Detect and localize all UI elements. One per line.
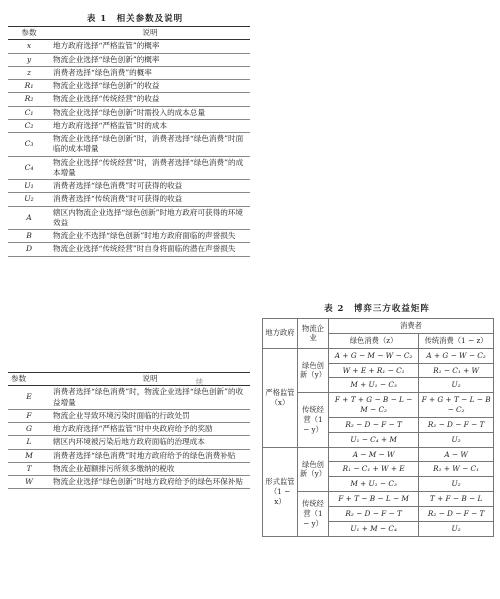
payoff-cell: U₂ — [419, 432, 494, 447]
param-symbol: C₂ — [8, 119, 50, 132]
table1-caption: 表 1 相关参数及说明 — [86, 14, 184, 24]
col-header-desc: 说明 — [142, 374, 158, 383]
payoff-cell: R₂ − D − F − T — [419, 506, 494, 521]
payoff-cell: A − M − W — [329, 447, 419, 462]
payoff-cell: W + E + R₁ − C₁ — [329, 363, 419, 378]
payoff-cell: A + G − M − W − C₂ — [329, 348, 419, 363]
param-description: 物流企业选择“绿色创新”时，消费者选择“绿色消费”时面临的成本增量 — [50, 133, 250, 157]
param-description: 地方政府选择“严格监管”时中央政府给予的奖励 — [50, 423, 250, 436]
row-innovation: 绿色创新（y） — [298, 348, 329, 393]
param-symbol: M — [8, 449, 50, 462]
param-row — [8, 53, 250, 66]
param-row — [8, 40, 250, 53]
param-description: 物流企业选择“绿色创新”的收益 — [50, 80, 250, 93]
param-symbol: C₃ — [8, 133, 50, 157]
continued-marker: 续 — [196, 378, 203, 386]
payoff-cell: F + T − B − L − M — [329, 492, 419, 507]
row-strict: 严格监管（x） — [263, 348, 298, 447]
param-symbol: R₁ — [8, 80, 50, 93]
payoff-cell: F + G + T − L − B − C₂ — [419, 393, 494, 418]
payoff-cell: R₁ − C₁ + W — [419, 363, 494, 378]
row-traditional: 传统经营（1 − y） — [298, 492, 329, 537]
payoff-cell: R₂ − D − F − T — [329, 506, 419, 521]
param-description: 物流企业选择“传统经营”时自身将面临的潜在声誉损失 — [50, 243, 250, 256]
param-description: 物流企业不选择“绿色创新”时地方政府面临的声誉损失 — [50, 230, 250, 243]
param-description: 消费者选择“绿色消费”时，物流企业选择“绿色创新”的收益增量 — [50, 386, 250, 410]
param-symbol: U₁ — [8, 180, 50, 193]
param-symbol: G — [8, 423, 50, 436]
payoff-cell: T + F − B − L — [419, 492, 494, 507]
head-consumer: 消费者 — [329, 319, 494, 334]
payoff-cell: R₁ − C₁ + W + E — [329, 462, 419, 477]
param-description: 物流企业选择“传统经营”时，消费者选择“绿色消费”的成本增量 — [50, 156, 250, 180]
param-row — [8, 106, 250, 119]
param-row — [8, 133, 250, 157]
payoff-cell: M + U₁ − C₃ — [329, 378, 419, 393]
param-row — [8, 462, 250, 475]
param-symbol: E — [8, 386, 50, 410]
param-description: 物流企业导致环境污染时面临的行政处罚 — [50, 409, 250, 422]
row-innovation: 绿色创新（y） — [298, 447, 329, 492]
row-traditional: 传统经营（1 − y） — [298, 393, 329, 447]
param-row — [8, 119, 250, 132]
param-description: 消费者选择“绿色消费”时可获得的收益 — [50, 180, 250, 193]
payoff-cell: U₁ + M − C₄ — [329, 521, 419, 536]
table1-continued — [8, 372, 250, 489]
payoff-cell: A + G − W − C₂ — [419, 348, 494, 363]
head-firm: 物流企业 — [298, 319, 329, 349]
param-symbol: z — [8, 66, 50, 79]
param-symbol: A — [8, 206, 50, 230]
param-description: 物流企业选择“绿色创新”时地方政府给予的绿色环保补贴 — [50, 476, 250, 489]
col-green-consumption: 绿色消费（z） — [329, 333, 419, 348]
col-traditional-consumption: 传统消费（1 − z） — [419, 333, 494, 348]
payoff-cell: U₁ − C₄ + M — [329, 432, 419, 447]
param-row — [8, 80, 250, 93]
param-row — [8, 436, 250, 449]
param-description: 地方政府选择“严格监管”时的成本 — [50, 119, 250, 132]
param-row — [8, 243, 250, 256]
param-description: 辖区内物流企业选择“绿色创新”时地方政府可获得的环境效益 — [50, 206, 250, 230]
param-row — [8, 409, 250, 422]
param-symbol: T — [8, 462, 50, 475]
param-description: 地方政府选择“严格监管”的概率 — [50, 40, 250, 53]
table2-caption: 表 2 博弈三方收益矩阵 — [324, 304, 430, 314]
param-description: 辖区内环境被污染后地方政府面临的治理成本 — [50, 436, 250, 449]
param-symbol: D — [8, 243, 50, 256]
param-row — [8, 423, 250, 436]
table2-payoff-matrix — [262, 318, 494, 537]
payoff-cell: R₂ − D − F − T — [329, 417, 419, 432]
param-symbol: R₂ — [8, 93, 50, 106]
col-header-param: 参数 — [21, 28, 37, 37]
param-description: 物流企业选择“绿色创新”时需投入的成本总量 — [50, 106, 250, 119]
param-description: 物流企业选择“绿色创新”的概率 — [50, 53, 250, 66]
param-symbol: y — [8, 53, 50, 66]
payoff-cell: A − W — [419, 447, 494, 462]
param-row — [8, 93, 250, 106]
param-symbol: x — [8, 40, 50, 53]
payoff-cell: F + T + G − B − L − M − C₂ — [329, 393, 419, 418]
param-description: 消费者选择“绿色消费”时地方政府给予的绿色消费补贴 — [50, 449, 250, 462]
col-header-param: 参数 — [11, 374, 27, 383]
param-row — [8, 193, 250, 206]
payoff-cell: U₂ — [419, 521, 494, 536]
param-description: 物流企业超额排污所须多缴纳的税收 — [50, 462, 250, 475]
param-symbol: C₄ — [8, 156, 50, 180]
param-symbol: C₁ — [8, 106, 50, 119]
param-description: 消费者选择“绿色消费”的概率 — [50, 66, 250, 79]
col-header-desc: 说明 — [142, 28, 158, 37]
param-description: 消费者选择“传统消费”时可获得的收益 — [50, 193, 250, 206]
payoff-cell: U₂ — [419, 378, 494, 393]
payoff-cell: U₂ — [419, 477, 494, 492]
payoff-cell: M + U₁ − C₃ — [329, 477, 419, 492]
head-government: 地方政府 — [263, 319, 298, 349]
payoff-cell: R₁ + W − C₁ — [419, 462, 494, 477]
param-row — [8, 476, 250, 489]
param-row — [8, 230, 250, 243]
param-row — [8, 180, 250, 193]
param-symbol: L — [8, 436, 50, 449]
param-symbol: W — [8, 476, 50, 489]
param-symbol: F — [8, 409, 50, 422]
table1 — [8, 26, 250, 257]
param-row — [8, 206, 250, 230]
row-loose: 形式监管（1 − x） — [263, 447, 298, 536]
param-symbol: B — [8, 230, 50, 243]
param-row — [8, 449, 250, 462]
param-row — [8, 66, 250, 79]
param-row — [8, 156, 250, 180]
payoff-cell: R₂ − D − F − T — [419, 417, 494, 432]
param-description: 物流企业选择“传统经营”的收益 — [50, 93, 250, 106]
param-symbol: U₂ — [8, 193, 50, 206]
param-row — [8, 386, 250, 410]
